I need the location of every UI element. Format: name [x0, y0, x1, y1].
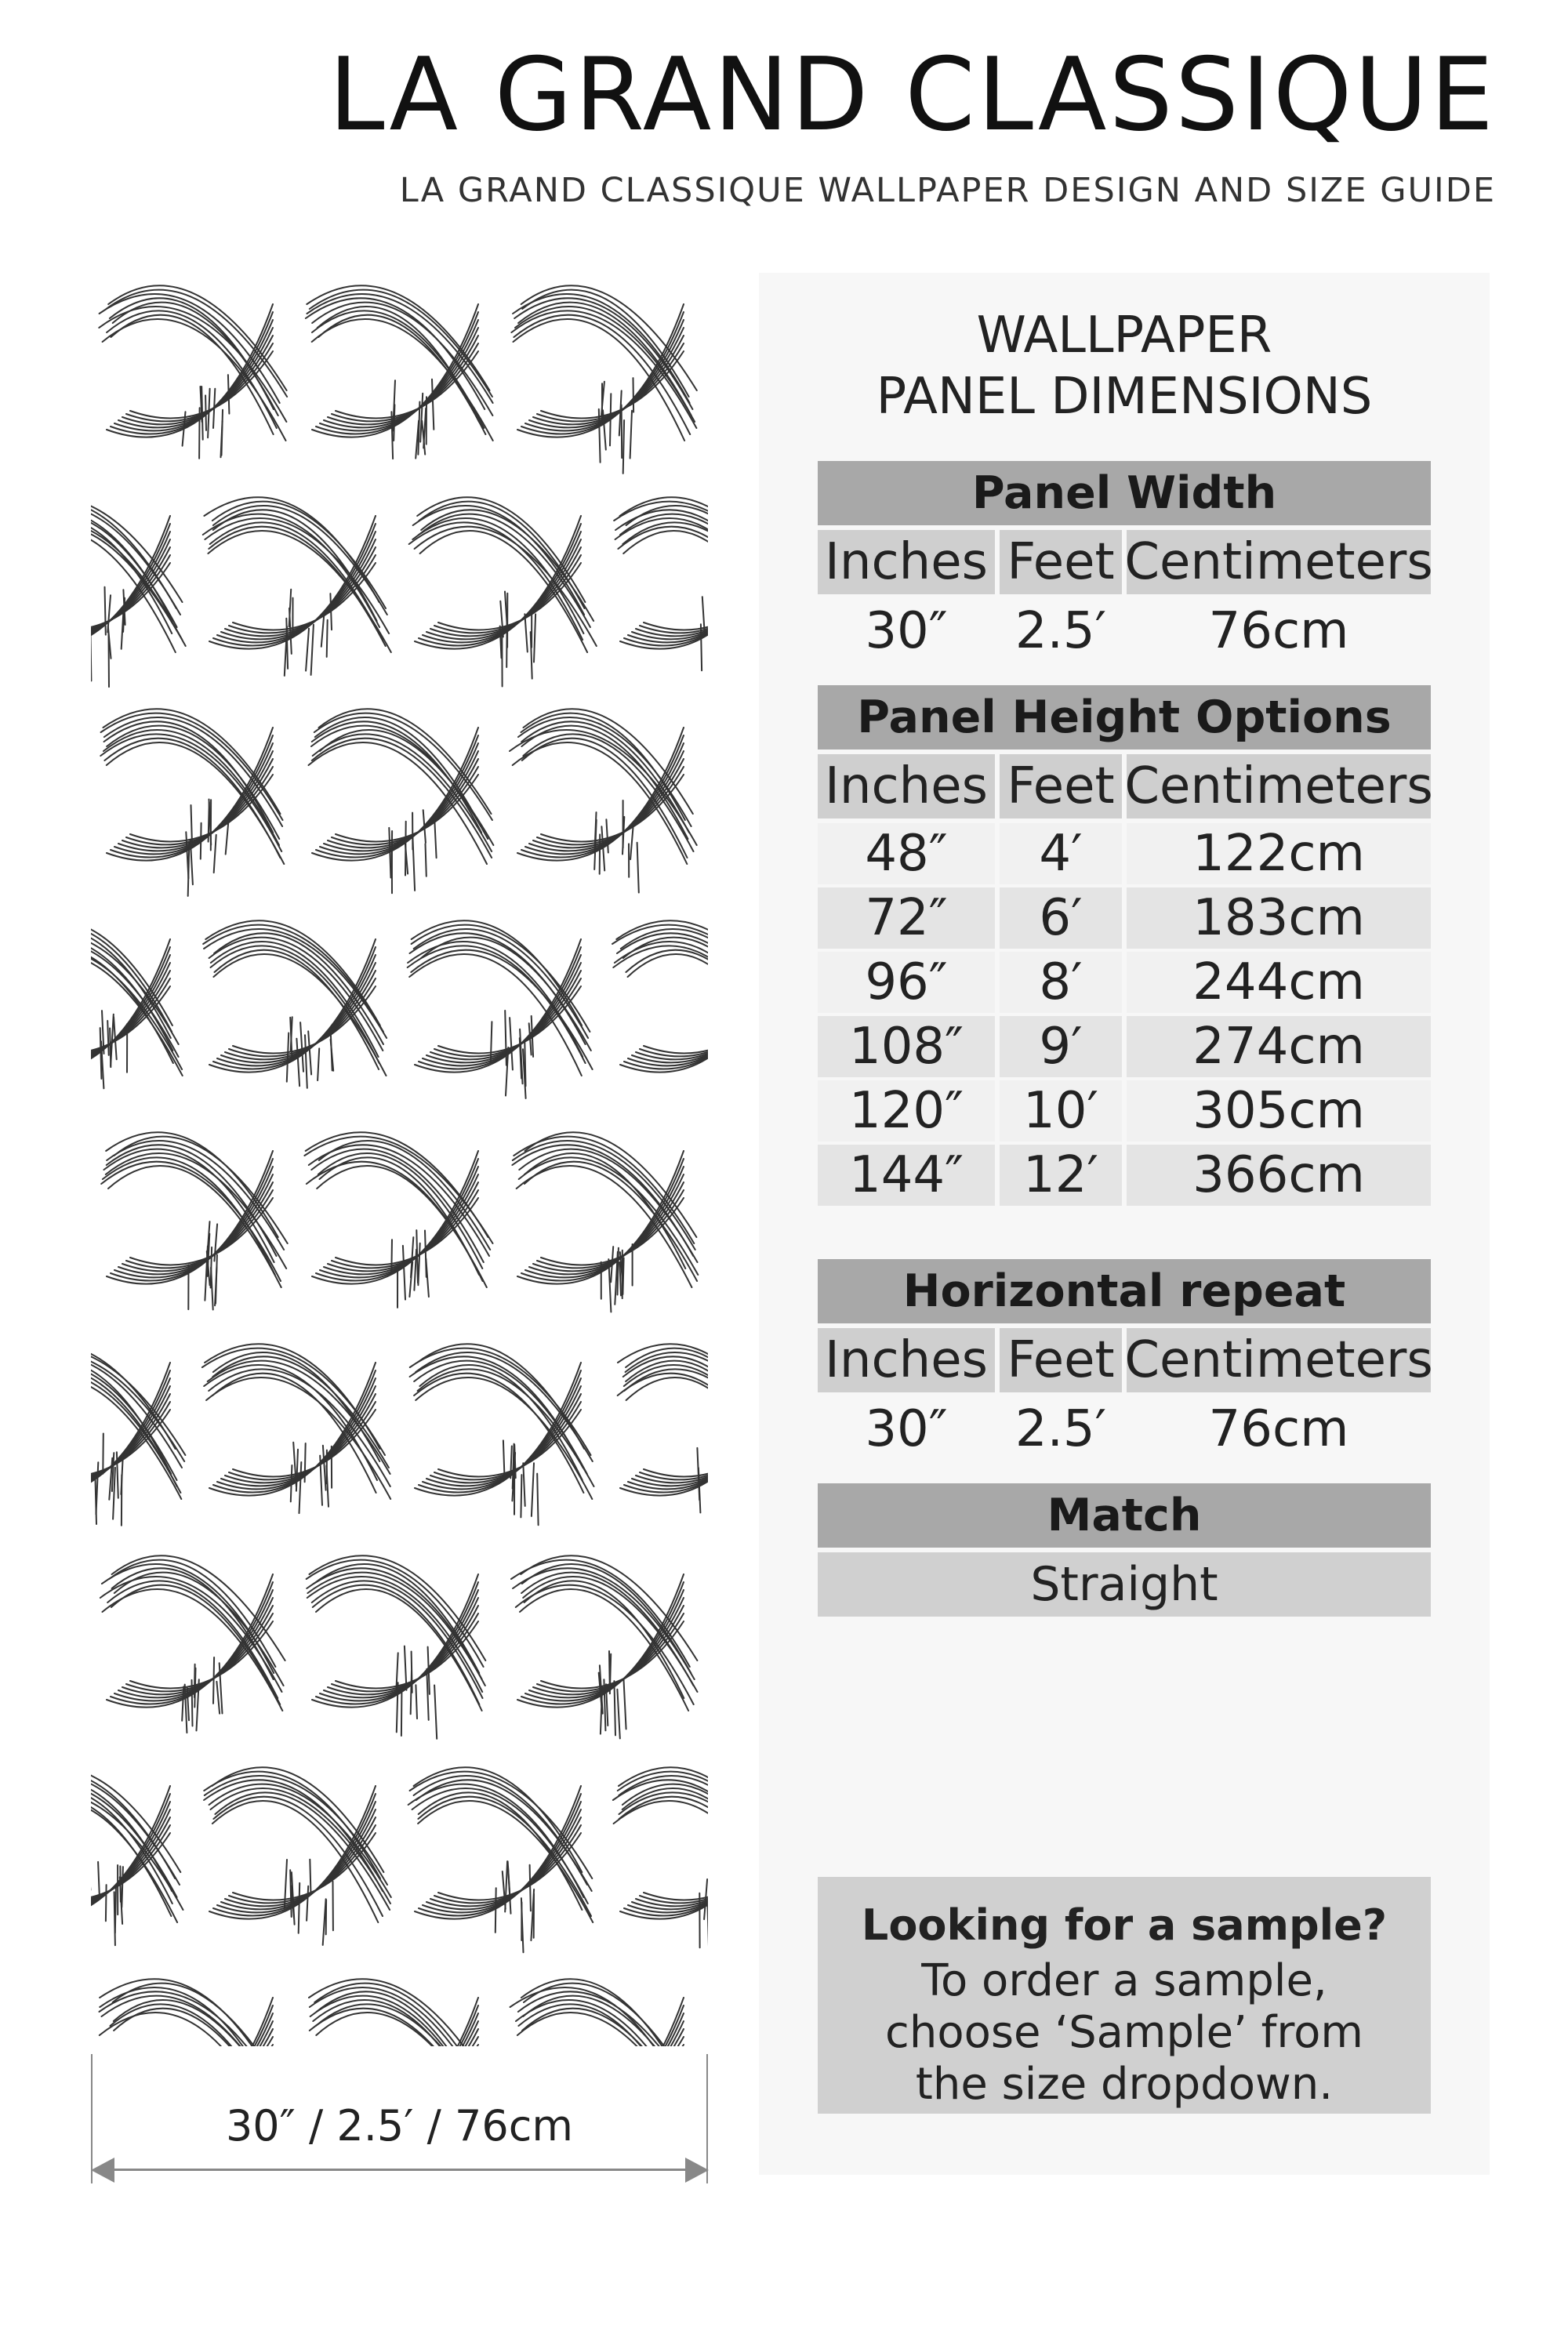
height-row-3-feet: 8′	[1000, 952, 1122, 1013]
pattern-stroke	[211, 946, 379, 1063]
pattern-stroke	[425, 1231, 426, 1277]
pattern-stroke	[516, 2000, 691, 2046]
pattern-stroke	[532, 1463, 534, 1516]
pattern-stroke	[701, 624, 702, 670]
height-row-5-inches: 120″	[818, 1080, 995, 1142]
pattern-stroke	[410, 1356, 583, 1468]
pattern-stroke	[622, 522, 708, 640]
pattern-stroke	[416, 1685, 417, 1719]
sample-text-line2: choose ‘Sample’ from	[885, 2007, 1363, 2058]
pattern-stroke	[316, 2013, 493, 2046]
height-row-1-inches: 48″	[818, 823, 995, 884]
pattern-stroke	[644, 1833, 708, 1900]
pattern-stroke	[104, 717, 282, 826]
height-row-2-feet: 6′	[1000, 887, 1122, 949]
pattern-stroke	[434, 817, 437, 858]
pattern-stroke	[434, 1686, 437, 1739]
pattern-stroke	[412, 925, 590, 1032]
pattern-stroke	[623, 420, 624, 474]
pattern-stroke	[291, 1465, 292, 1501]
pattern-stroke	[222, 410, 223, 456]
pattern-stroke	[537, 1474, 538, 1526]
col-inches-header: Inches	[818, 1328, 995, 1392]
arrow-right-icon	[685, 2158, 709, 2183]
pattern-stroke	[640, 1825, 708, 1903]
pattern-stroke	[405, 822, 406, 876]
guide-subtitle: LA GRAND CLASSIQUE WALLPAPER DESIGN AND SIZE GUIDE	[399, 171, 1496, 210]
pattern-stroke	[305, 1035, 307, 1088]
pattern-stroke	[192, 1680, 193, 1726]
horizontal-repeat-header: Horizontal repeat	[818, 1259, 1431, 1323]
pattern-stroke	[615, 942, 708, 1057]
pattern-stroke	[637, 843, 639, 893]
pattern-stroke	[610, 394, 611, 445]
col-inches-header: Inches	[818, 530, 995, 594]
pattern-stroke	[310, 1555, 486, 1661]
panel-title-line2: PANEL DIMENSIONS	[876, 368, 1373, 426]
height-row-2-centimeters: 183cm	[1127, 887, 1431, 949]
pattern-stroke	[204, 497, 379, 602]
pattern-stroke	[697, 1448, 699, 1500]
pattern-stroke	[632, 963, 708, 1062]
pattern-stroke	[523, 734, 693, 851]
pattern-stroke	[208, 389, 210, 438]
match-value: Straight	[818, 1552, 1431, 1617]
pattern-stroke	[199, 408, 200, 459]
pattern-stroke	[323, 1446, 326, 1490]
pattern-stroke	[305, 1443, 306, 1482]
pattern-stroke	[106, 1885, 107, 1921]
pattern-stroke	[296, 1039, 299, 1087]
pattern-stroke	[392, 831, 393, 877]
pattern-stroke	[624, 1680, 626, 1730]
pattern-stroke	[618, 1248, 619, 1295]
pattern-stroke	[622, 1258, 623, 1294]
pattern-stroke	[211, 1788, 391, 1904]
pattern-stroke	[312, 1998, 478, 2046]
pattern-stroke	[624, 1794, 708, 1916]
pattern-stroke	[640, 555, 708, 633]
pattern-stroke	[102, 1564, 274, 1673]
pattern-stroke	[205, 395, 206, 430]
pattern-stroke	[624, 947, 708, 1069]
col-inches-header: Inches	[818, 754, 995, 818]
pattern-stroke	[620, 497, 709, 602]
pattern-stroke	[115, 1885, 116, 1933]
pattern-stroke	[624, 1369, 708, 1486]
sample-text-line1: To order a sample,	[921, 1955, 1327, 2006]
pattern-stroke	[707, 1904, 708, 1950]
pattern-stroke	[524, 614, 527, 652]
pattern-stroke	[213, 1657, 214, 1704]
arrow-left-icon	[91, 2158, 114, 2183]
pattern-stroke	[632, 1386, 708, 1486]
pattern-stroke	[617, 1690, 619, 1739]
pattern-stroke	[191, 805, 192, 842]
height-row-1-feet: 4′	[1000, 823, 1122, 884]
height-row-4-centimeters: 274cm	[1127, 1016, 1431, 1077]
pattern-stroke	[506, 619, 507, 667]
repeat-inches: 30″	[865, 1400, 948, 1458]
pattern-stroke	[289, 590, 292, 626]
sample-heading: Looking for a sample?	[861, 1900, 1388, 1950]
sample-info-box	[818, 1877, 1431, 2114]
pattern-stroke	[409, 522, 583, 640]
pattern-stroke	[318, 1048, 319, 1080]
pattern-stroke	[600, 834, 601, 873]
col-centimeters-header: Centimeters	[1127, 530, 1431, 594]
pattern-stroke	[640, 978, 708, 1056]
pattern-stroke	[194, 1668, 195, 1708]
height-row-6-centimeters: 366cm	[1127, 1145, 1431, 1206]
col-feet-header: Feet	[1000, 754, 1122, 818]
height-row-4-inches: 108″	[818, 1016, 995, 1077]
pattern-stroke	[216, 1255, 217, 1304]
pattern-stroke	[401, 1685, 402, 1736]
pattern-stroke	[630, 411, 632, 459]
panel-width-header: Panel Width	[818, 461, 1431, 525]
col-centimeters-header: Centimeters	[1127, 754, 1431, 818]
pattern-stroke	[606, 819, 608, 852]
measure-line	[99, 2169, 702, 2171]
dimensions-panel	[759, 273, 1490, 2175]
pattern-stroke	[518, 2004, 688, 2046]
height-row-6-feet: 12′	[1000, 1145, 1122, 1206]
pattern-stroke	[307, 285, 489, 390]
pattern-stroke	[98, 1862, 100, 1897]
pattern-stroke	[389, 828, 390, 878]
pattern-stroke	[432, 379, 434, 430]
pattern-stroke	[213, 954, 386, 1076]
pattern-stroke	[624, 524, 708, 646]
height-row-3-centimeters: 244cm	[1127, 952, 1431, 1013]
pattern-stroke	[311, 625, 314, 675]
pattern-stroke	[630, 827, 633, 859]
pattern-stroke	[122, 1867, 123, 1907]
width-centimeters: 76cm	[1208, 602, 1349, 660]
pattern-stroke	[610, 1654, 611, 1691]
pattern-stroke	[534, 614, 535, 662]
pattern-stroke	[644, 563, 708, 630]
pattern-stroke	[414, 1250, 416, 1290]
col-feet-header: Feet	[1000, 1328, 1122, 1392]
wallpaper-pattern-preview	[91, 273, 708, 2046]
pattern-stroke	[186, 832, 188, 878]
pattern-stroke	[107, 1021, 109, 1055]
pattern-stroke	[624, 1370, 708, 1493]
pattern-stroke	[615, 510, 708, 621]
pattern-stroke	[100, 1028, 102, 1079]
pattern-stroke	[530, 1865, 531, 1911]
pattern-stroke	[102, 1996, 281, 2046]
width-inches: 30″	[865, 602, 948, 660]
pattern-stroke	[412, 837, 415, 891]
pattern-stroke	[391, 1240, 392, 1274]
pattern-stroke	[100, 1577, 282, 1692]
pattern-stroke	[614, 1681, 615, 1735]
height-row-4-feet: 9′	[1000, 1016, 1122, 1077]
width-feet: 2.5′	[1014, 602, 1107, 660]
pattern-stroke	[524, 1042, 525, 1086]
pattern-stroke	[615, 518, 708, 633]
pattern-stroke	[307, 1886, 308, 1921]
repeat-centimeters: 76cm	[1208, 1400, 1349, 1458]
height-row-3-inches: 96″	[818, 952, 995, 1013]
pattern-stroke	[213, 389, 215, 428]
pattern-stroke	[306, 629, 309, 671]
pattern-stroke	[228, 375, 230, 413]
brand-title: LA GRAND CLASSIQUE	[328, 37, 1496, 154]
height-row-6-inches: 144″	[818, 1145, 995, 1206]
pattern-stroke	[104, 721, 274, 833]
pattern-stroke	[633, 378, 634, 412]
height-row-5-feet: 10′	[1000, 1080, 1122, 1142]
pattern-stroke	[521, 1898, 524, 1952]
pattern-stroke	[613, 946, 708, 1063]
panel-height-header: Panel Height Options	[818, 685, 1431, 750]
pattern-stroke	[214, 835, 216, 873]
height-row-5-centimeters: 305cm	[1127, 1080, 1431, 1142]
pattern-stroke	[330, 593, 332, 630]
pattern-stroke	[299, 1462, 302, 1513]
height-row-1-centimeters: 122cm	[1127, 823, 1431, 884]
height-row-2-inches: 72″	[818, 887, 995, 949]
pattern-stroke	[410, 1348, 591, 1455]
pattern-stroke	[420, 394, 423, 442]
panel-title-line1: WALLPAPER	[976, 307, 1272, 365]
pattern-stroke	[95, 1475, 96, 1524]
pattern-stroke	[216, 1682, 220, 1714]
pattern-stroke	[644, 986, 708, 1054]
pattern-stroke	[327, 620, 328, 657]
pattern-stroke	[523, 1463, 524, 1506]
sample-text-line3: the size dropdown.	[915, 2059, 1334, 2110]
pattern-stroke	[314, 1984, 485, 2046]
pattern-stroke	[105, 587, 106, 635]
pattern-stroke	[632, 1809, 708, 1909]
pattern-stroke	[403, 1246, 405, 1300]
repeat-feet: 2.5′	[1014, 1400, 1107, 1458]
wallpaper-pattern-image	[91, 273, 708, 2046]
pattern-stroke	[632, 539, 708, 639]
col-feet-header: Feet	[1000, 530, 1122, 594]
pattern-stroke	[510, 1018, 513, 1069]
pattern-stroke	[202, 1348, 385, 1455]
pattern-stroke	[300, 1022, 303, 1072]
pattern-stroke	[495, 1888, 496, 1933]
pattern-stroke	[619, 1767, 708, 1872]
col-centimeters-header: Centimeters	[1127, 1328, 1431, 1392]
pattern-stroke	[308, 1031, 311, 1074]
match-header: Match	[818, 1483, 1431, 1548]
panel-width-measurement: 30″ / 2.5′ / 76cm	[225, 2101, 574, 2151]
pattern-stroke	[287, 1033, 289, 1082]
pattern-stroke	[299, 1883, 300, 1933]
